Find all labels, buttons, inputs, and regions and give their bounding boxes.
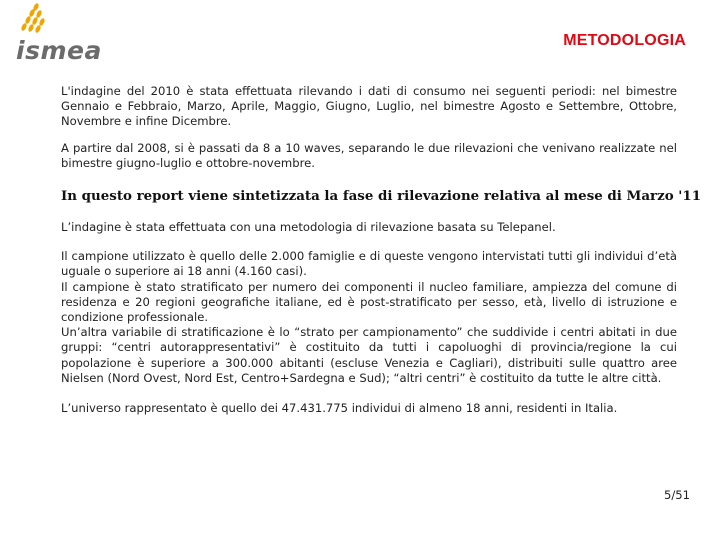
- paragraph-survey-periods: L'indagine del 2010 è stata effettuata rilevando i dati di consumo nei seguenti periodi: nel bimestre Gennaio e Febbraio, Marzo, Aprile, Maggio, Giugno, Luglio, nel bimestre Agosto e Settembre, Ottobre, Novembre e infine Dicembre.: [61, 84, 677, 129]
- logo-text: ismea: [16, 36, 102, 65]
- paragraph-universe: L’universo rappresentato è quello dei 47.431.775 individui di almeno 18 anni, residenti in Italia.: [61, 401, 618, 416]
- report-summary-heading: In questo report viene sintetizzata la fase di rilevazione relativa al mese di Marzo '11: [61, 188, 702, 205]
- paragraph-strata-variable: Un’altra variabile di stratificazione è lo “strato per campionamento” che suddivide i centri abitati in due gruppi: “centri autorappresentativi” è costituito da tutti i capoluoghi di provincia/regione la cui popolazione è superiore a 300.000 abitanti (escluse Venezia e Cagliari), distribuiti sulle quattro aree Nielsen (Nord Ovest, Nord Est, Centro+Sardegna e Sud); “altri centri” è costituito da tutte le altre città.: [61, 325, 677, 385]
- paragraph-telepanel: L’indagine è stata effettuata con una metodologia di rilevazione basata su Telepanel.: [61, 220, 556, 235]
- wheat-icon: [12, 2, 52, 40]
- main-content: [61, 84, 702, 416]
- paragraph-waves: A partire dal 2008, si è passati da 8 a 10 waves, separando le due rilevazioni che venivano realizzate nel bimestre giugno-luglio e ottobre-novembre.: [61, 140, 677, 170]
- paragraph-sample-block: [61, 249, 677, 386]
- paragraph-stratification: Il campione è stato stratificato per numero dei componenti il nucleo familiare, ampiezza del comune di residenza e 20 regioni geografiche italiane, ed è post-stratificato per sesso, età, livello di istruzione e condizione professionale.: [61, 279, 677, 325]
- page-number: 5/51: [663, 488, 690, 502]
- paragraph-sample: Il campione utilizzato è quello delle 2.000 famiglie e di queste vengono intervistati tutti gli individui d’età uguale o superiore ai 18 anni (4.160 casi).: [61, 249, 677, 279]
- page-title: METODOLOGIA: [563, 32, 686, 49]
- ismea-logo: [12, 2, 122, 72]
